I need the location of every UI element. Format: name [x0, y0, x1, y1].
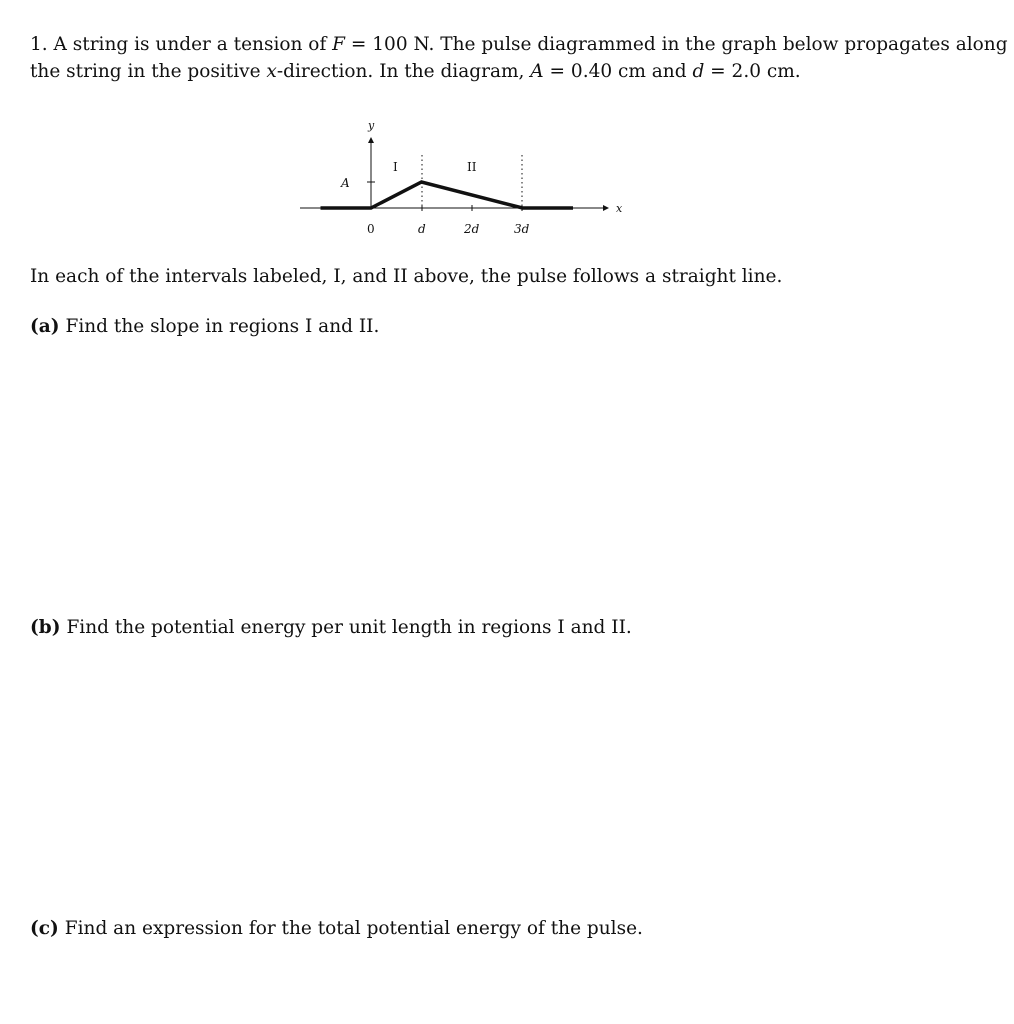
- pulse-diagram: [290, 110, 650, 245]
- tick-label-3d: 3d: [514, 222, 530, 236]
- part-a-label: (a): [30, 316, 60, 337]
- part-a-text: Find the slope in regions I and II.: [65, 316, 380, 337]
- part-b-label: (b): [30, 617, 61, 638]
- problem-statement: [30, 31, 1008, 85]
- tick-label-d: d: [418, 222, 426, 236]
- region-I-label: I: [393, 160, 398, 174]
- part-b-text: Find the potential energy per unit length in regions I and II.: [66, 617, 632, 638]
- pulse-graph: [290, 110, 650, 245]
- tick-label-2d: 2d: [464, 222, 480, 236]
- intro-sentence: In each of the intervals labeled, I, and II above, the pulse follows a straight line.: [30, 266, 783, 287]
- part-c: [30, 915, 643, 942]
- x-axis-label: x: [616, 202, 623, 215]
- part-a: [30, 313, 379, 340]
- region-II-label: II: [467, 160, 477, 174]
- problem-line-1: 1. A string is under a tension of F = 100 N. The pulse diagrammed in the graph below propagates along: [30, 34, 1008, 55]
- variable-x: x: [266, 61, 277, 82]
- y-axis-label: y: [368, 119, 375, 132]
- pulse-line: [321, 182, 574, 208]
- problem-line-2: the string in the positive x-direction. In the diagram, A = 0.40 cm and d = 2.0 cm.: [30, 61, 801, 82]
- variable-F: F: [332, 34, 346, 55]
- part-b: [30, 614, 632, 641]
- part-c-label: (c): [30, 918, 59, 939]
- tick-label-0: 0: [367, 222, 375, 236]
- amplitude-label: A: [341, 176, 350, 190]
- variable-d: d: [692, 61, 705, 82]
- variable-A: A: [530, 61, 544, 82]
- part-c-text: Find an expression for the total potential energy of the pulse.: [64, 918, 643, 939]
- problem-number: 1.: [30, 34, 48, 55]
